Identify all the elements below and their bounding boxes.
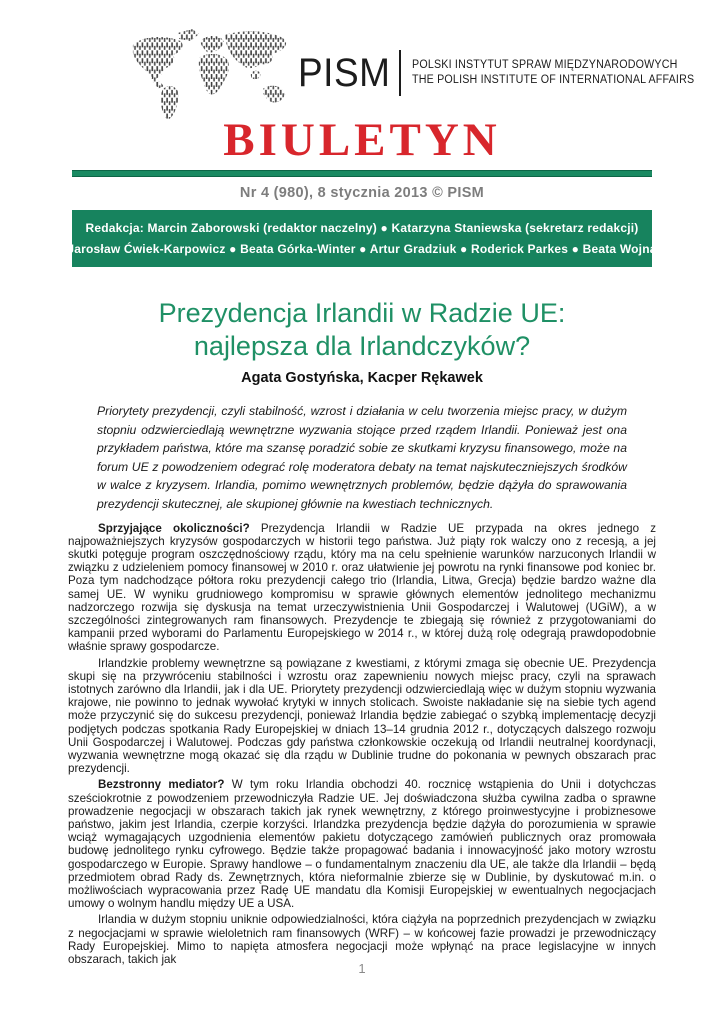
- paragraph-3-text: W tym roku Irlandia obchodzi 40. rocznicę wstąpienia do Unii i dotychczas sześciokrotnie z powodzeniem przewodniczyła Radzie UE. Jej doświadczona służba cywilna zadba o sprawne prowadzenie negocjacji w obszarach takich jak rynek wewnętrzny, z którego proinwestycyjne i probiznesowe państwo, jakim jest Irlandia, czerpie korzyści. Irlandzka prezydencja będzie dążyła do porozumienia w sprawie wciąż wymagających uzgodnienia elementów pakietu dotyczącego zamówień publicznych oraz promowała budowę jednolitego rynku cyfrowego. Będzie także propagować badania i innowacyjność jako motory wzrostu gospodarczego w Europie. Sprawy handlowe – o fundamentalnym znaczeniu dla UE, ale także dla Irlandii – będą przedmiotem obrad Rady ds. Zewnętrznych, która nieformalnie zbierze się w Dublinie, by dyskutować m.in. o możliwościach wypracowania przez Radę UE mandatu dla Komisji Europejskiej w ewentualnych negocjacjach umowy o wolnym handlu między UE a USA.: [68, 778, 656, 911]
- pism-logo-text: PISM: [298, 50, 391, 95]
- logo-divider: [399, 50, 401, 96]
- paragraph-4-text: Irlandia w dużym stopniu uniknie odpowiedzialności, która ciążyła na poprzednich prezydencjach w związku z negocjacjami w sprawie wieloletnich ram finansowych (WRF) – w końcowej fazie prowadzi je przewodniczący Rady Europejskiej. Mimo to napięta atmosfera negocjacji może wpłynąć na prace legislacyjne w innych obszarach, takich jak: [68, 913, 656, 967]
- pism-logo-subtitle: [412, 58, 694, 88]
- paragraph-1-lead: Sprzyjające okoliczności?: [98, 521, 250, 535]
- paragraph-3: [68, 778, 656, 910]
- article: [68, 297, 656, 966]
- paragraph-1-text: Prezydencja Irlandii w Radzie UE przypada na okres jednego z najpoważniejszych kryzysów gospodarczych w historii tego państwa. Już piąty rok walczy ono z recesją, a jej skutki potęguje program oszczędnościowy rządu, który ma na celu spełnienie warunków narzuconych Irlandii w związku z udzieleniem pomocy finansowej w 2010 r. oraz ułatwienie jej powrotu na rynki finansowe pod koniec br. Poza tym nadchodzące półtora roku prezydencji całego trio (Irlandia, Litwa, Grecja) będzie bardzo ważne dla samej UE. W wyniku grudniowego kompromisu w sprawie głównych elementów jednolitego mechanizmu nadzorczego rozwija się dyskusja na temat urzeczywistnienia Unii Gospodarczej i Walutowej (UGiW), a w szczególności zintegrowanych ram finansowych. Prezydencje te zbiegają się również z przygotowaniami do kampanii przed wyborami do Parlamentu Europejskiego w 2014 r., w której dużą rolę odegrają prawdopodobnie właśnie sprawy gospodarcze.: [68, 521, 656, 654]
- editorial-line-1: Redakcja: Marcin Zaborowski (redaktor naczelny) ● Katarzyna Staniewska (sekretarz redakcji): [85, 221, 639, 235]
- bulletin-title: BIULETYN: [223, 114, 501, 166]
- article-title-line1: Prezydencja Irlandii w Radzie UE:: [158, 298, 566, 328]
- paragraph-1: [68, 522, 656, 654]
- pism-logo: [298, 50, 716, 96]
- article-title-line2: najlepsza dla Irlandczyków?: [193, 331, 531, 361]
- article-title: [68, 297, 656, 363]
- article-body: [68, 522, 656, 967]
- paragraph-3-lead: Bezstronny mediator?: [98, 778, 225, 792]
- paragraph-4: [68, 913, 656, 966]
- paragraph-2-text: Irlandzkie problemy wewnętrzne są powiązane z kwestiami, z którymi zmaga się obecnie UE. Prezydencja skupi się na przywróceniu stabilności i wzrostu oraz zapewnieniu nowych miejsc pracy, czyli na sprawach istotnych zarówno dla Irlandii, jak i dla UE. Priorytety prezydencji odzwierciedlają więc w dużym stopniu wyzwania krajowe, nie powinno to jednak wywołać krytyki w innych stolicach. Swoiste nakładanie się na siebie tych agend może przyczynić się do sukcesu prezydencji, ponieważ Irlandia będzie zabiegać o szybką implementację decyzji podjętych podczas spotkania Rady Europejskiej w dniach 13–14 grudnia 2012 r., dotyczących dalszego rozwoju Unii Gospodarczej i Walutowej. Podczas gdy państwa członkowskie oczekują od Irlandii neutralnej koordynacji, wyzwania wewnętrzne mogą okazać się dla rządu w Dublinie trudne do pokonania w pewnych obszarach prac prezydencji.: [68, 656, 656, 776]
- page-number: 1: [358, 961, 366, 976]
- issue-line: Nr 4 (980), 8 stycznia 2013 © PISM: [239, 185, 485, 201]
- editorial-box: [67, 210, 657, 267]
- article-abstract: Priorytety prezydencji, czyli stabilność, wzrost i działania w celu tworzenia miejsc pracy, w dużym stopniu odzwierciedlają wewnętrzne wyzwania stojące przed rządem Irlandii. Ponieważ jest ona przykładem państwa, które ma szansę poradzić sobie ze skutkami kryzysu finansowego, może na forum UE z powodzeniem odegrać rolę moderatora debaty na temat najskuteczniejszych środków w walce z kryzysem. Irlandia, pomimo wewnętrznych problemów, będzie dążyła do sprawowania prezydencji skutecznej, ale skupionej głównie na kwestiach technicznych.: [97, 404, 627, 511]
- paragraph-2: [68, 657, 656, 776]
- pism-subtitle-line2: THE POLISH INSTITUTE OF INTERNATIONAL AFFAIRS: [412, 74, 695, 86]
- green-divider-rule: [72, 170, 652, 177]
- editorial-line-2: Jarosław Ćwiek-Karpowicz ● Beata Górka-Winter ● Artur Gradziuk ● Roderick Parkes ● Beata Wojna: [67, 242, 657, 256]
- article-authors: Agata Gostyńska, Kacper Rękawek: [241, 370, 483, 386]
- pism-subtitle-line1: POLSKI INSTYTUT SPRAW MIĘDZYNARODOWYCH: [412, 59, 679, 71]
